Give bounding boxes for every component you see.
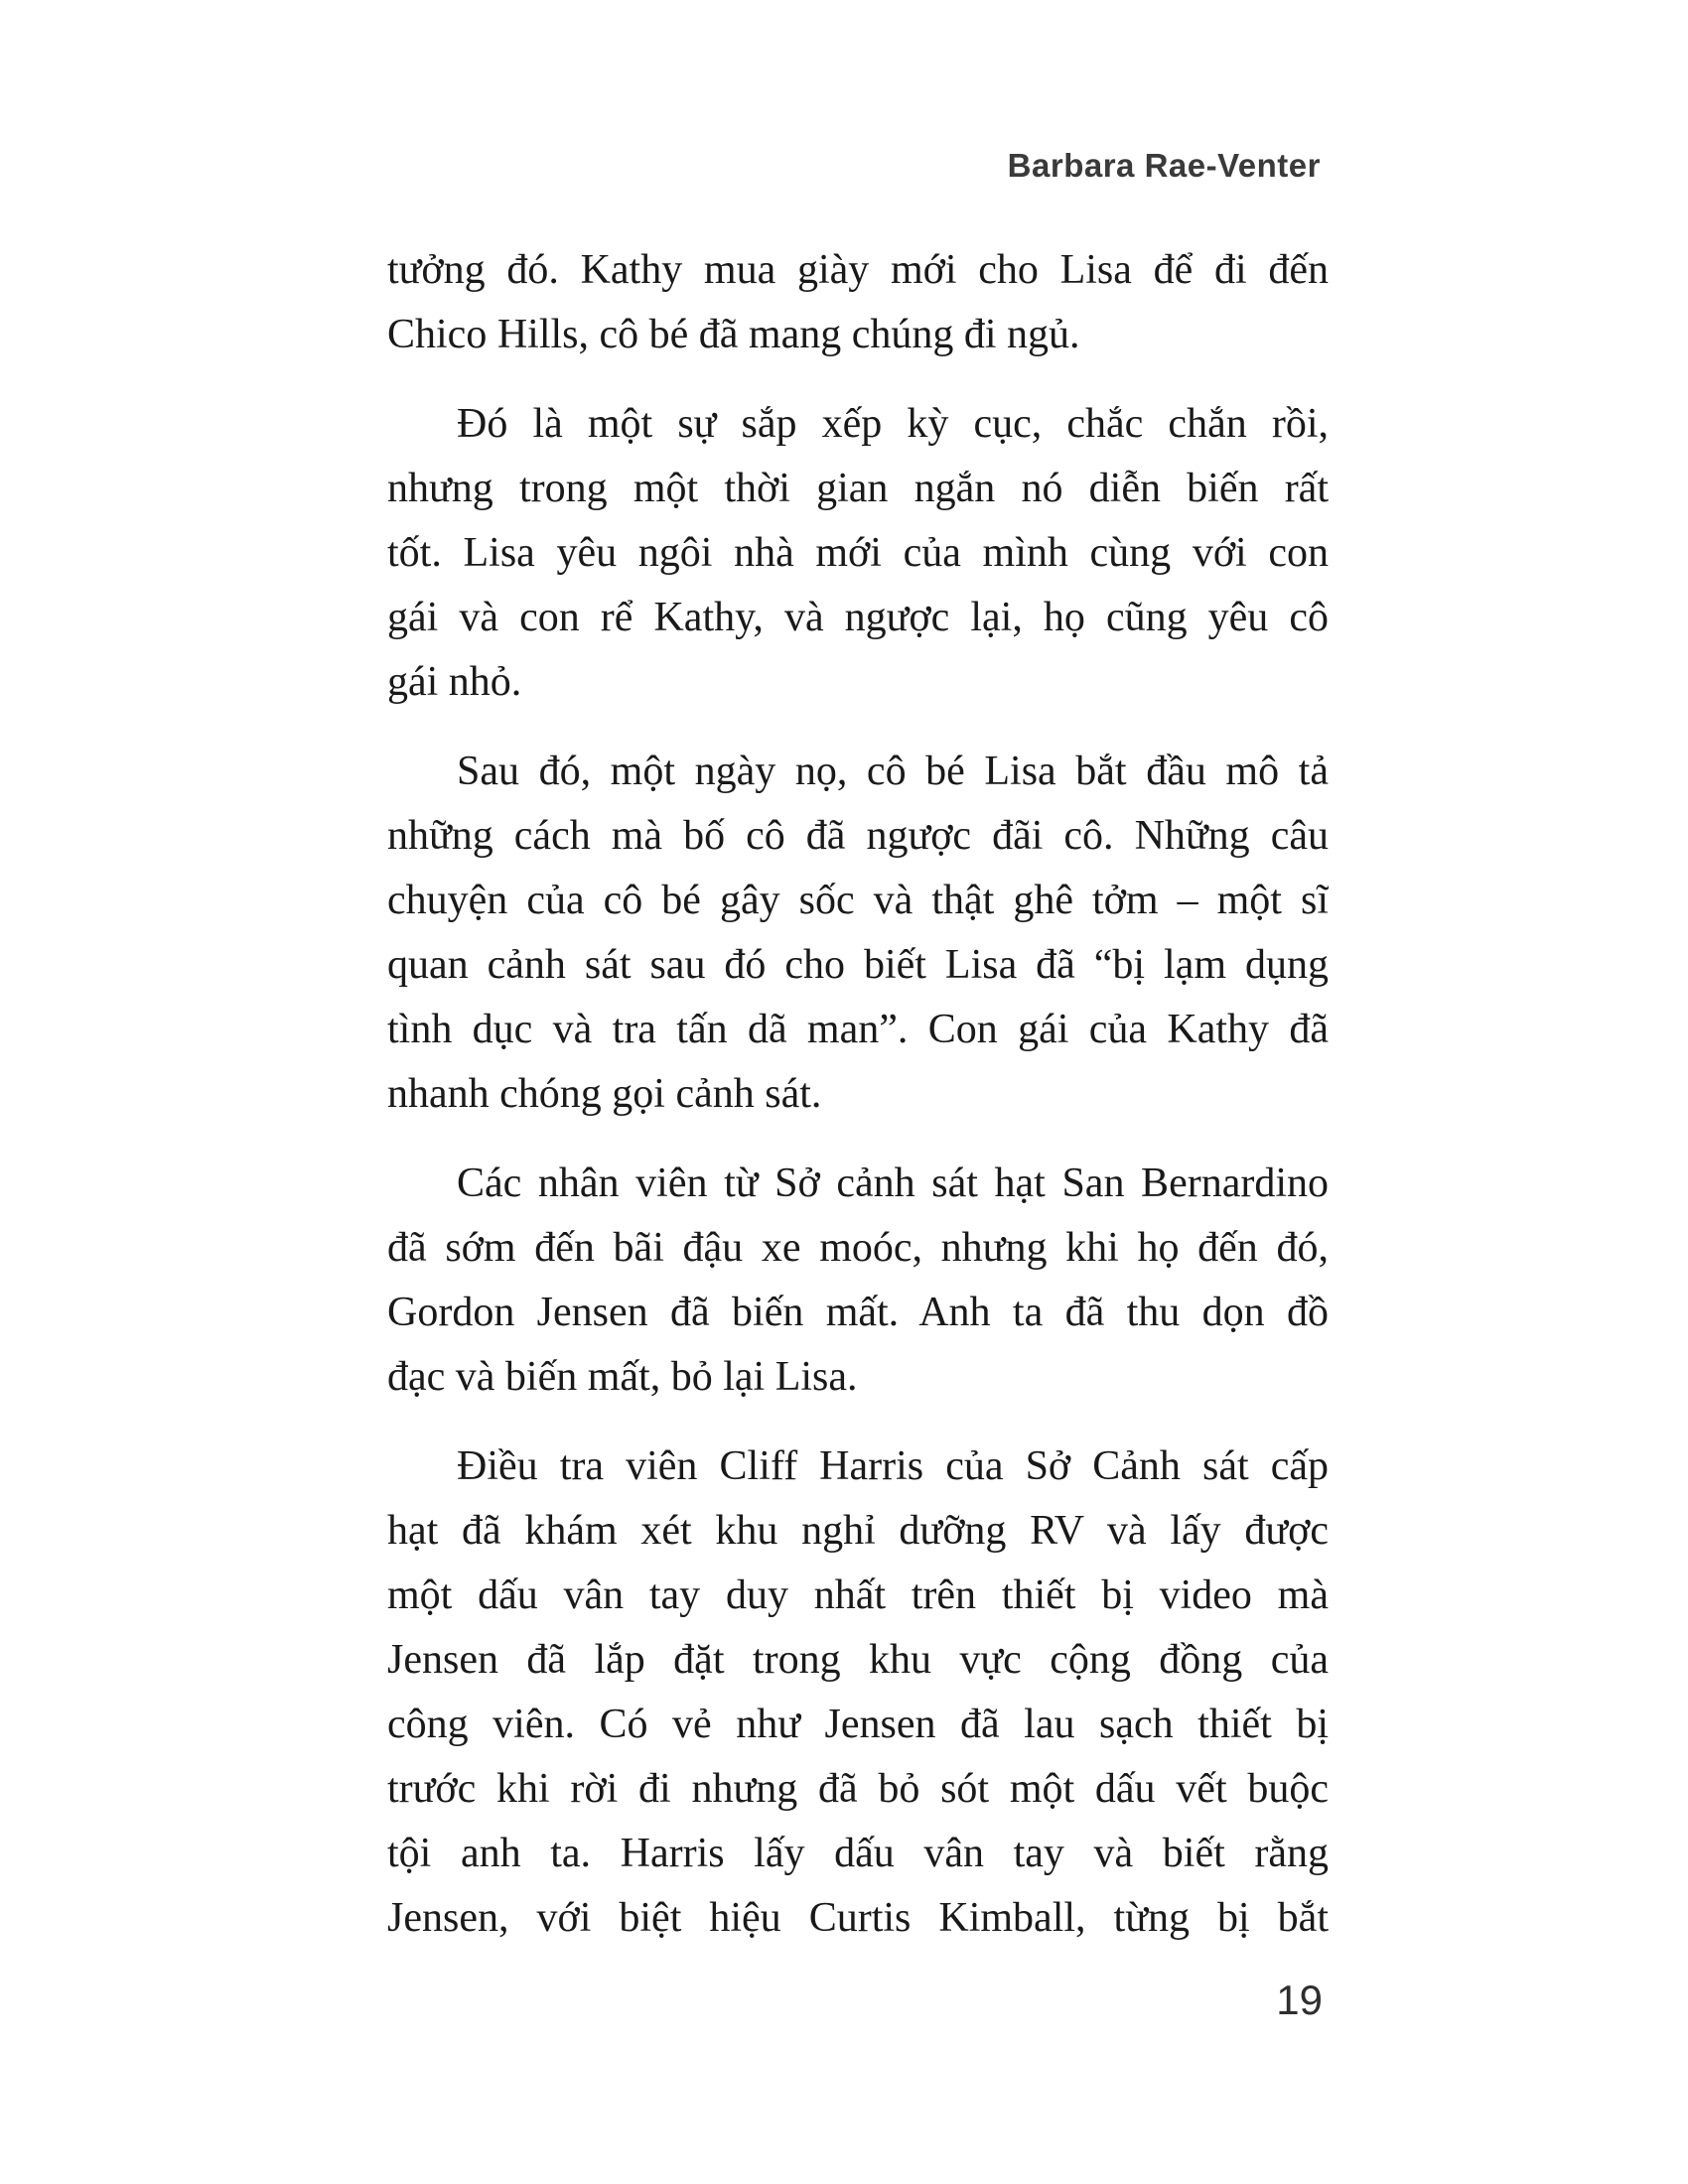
paragraph	[387, 740, 1329, 1127]
paragraph	[387, 392, 1329, 715]
text-line: đã sớm đến bãi đậu xe moóc, nhưng khi họ đến đó,	[387, 1225, 1329, 1271]
text-line: Đó là một sự sắp xếp kỳ cục, chắc chắn rồi,	[457, 401, 1329, 447]
text-line: trước khi rời đi nhưng đã bỏ sót một dấu vết buộc	[387, 1766, 1329, 1812]
text-line: nhanh chóng gọi cảnh sát.	[387, 1071, 822, 1117]
text-line: Sau đó, một ngày nọ, cô bé Lisa bắt đầu mô tả	[457, 749, 1329, 794]
text-line: Jensen đã lắp đặt trong khu vực cộng đồng của	[387, 1637, 1329, 1683]
page-number: 19	[1276, 1977, 1323, 2023]
text-line: gái nhỏ.	[387, 659, 522, 705]
text-line: hạt đã khám xét khu nghỉ dưỡng RV và lấy được	[387, 1508, 1329, 1554]
running-header: Barbara Rae-Venter	[1007, 147, 1321, 184]
text-line: tình dục và tra tấn dã man”. Con gái của Kathy đã	[387, 1007, 1329, 1052]
paragraph	[387, 1434, 1329, 1951]
text-line: đạc và biến mất, bỏ lại Lisa.	[387, 1354, 858, 1400]
text-line: tốt. Lisa yêu ngôi nhà mới của mình cùng với con	[387, 530, 1329, 576]
text-line: Chico Hills, cô bé đã mang chúng đi ngủ.	[387, 312, 1080, 357]
text-line: chuyện của cô bé gây sốc và thật ghê tởm – một sĩ	[387, 878, 1329, 923]
text-line: Gordon Jensen đã biến mất. Anh ta đã thu dọn đồ	[387, 1290, 1329, 1335]
text-line: công viên. Có vẻ như Jensen đã lau sạch thiết bị	[387, 1702, 1329, 1747]
text-line: một dấu vân tay duy nhất trên thiết bị video mà	[387, 1572, 1329, 1618]
text-line: Jensen, với biệt hiệu Curtis Kimball, từng bị bắt	[387, 1895, 1329, 1941]
text-line: tội anh ta. Harris lấy dấu vân tay và biết rằng	[387, 1831, 1329, 1876]
text-line: Điều tra viên Cliff Harris của Sở Cảnh sát cấp	[457, 1443, 1329, 1489]
body-text	[387, 238, 1329, 1951]
text-line: tưởng đó. Kathy mua giày mới cho Lisa để đi đến	[387, 247, 1329, 293]
text-line: nhưng trong một thời gian ngắn nó diễn biến rất	[387, 466, 1329, 511]
text-line: Các nhân viên từ Sở cảnh sát hạt San Bernardino	[457, 1160, 1329, 1206]
paragraph	[387, 238, 1329, 367]
text-line: những cách mà bố cô đã ngược đãi cô. Những câu	[387, 813, 1329, 859]
text-line: gái và con rể Kathy, và ngược lại, họ cũng yêu cô	[387, 595, 1329, 640]
paragraph	[387, 1152, 1329, 1410]
text-line: quan cảnh sát sau đó cho biết Lisa đã “bị lạm dụng	[387, 942, 1329, 988]
